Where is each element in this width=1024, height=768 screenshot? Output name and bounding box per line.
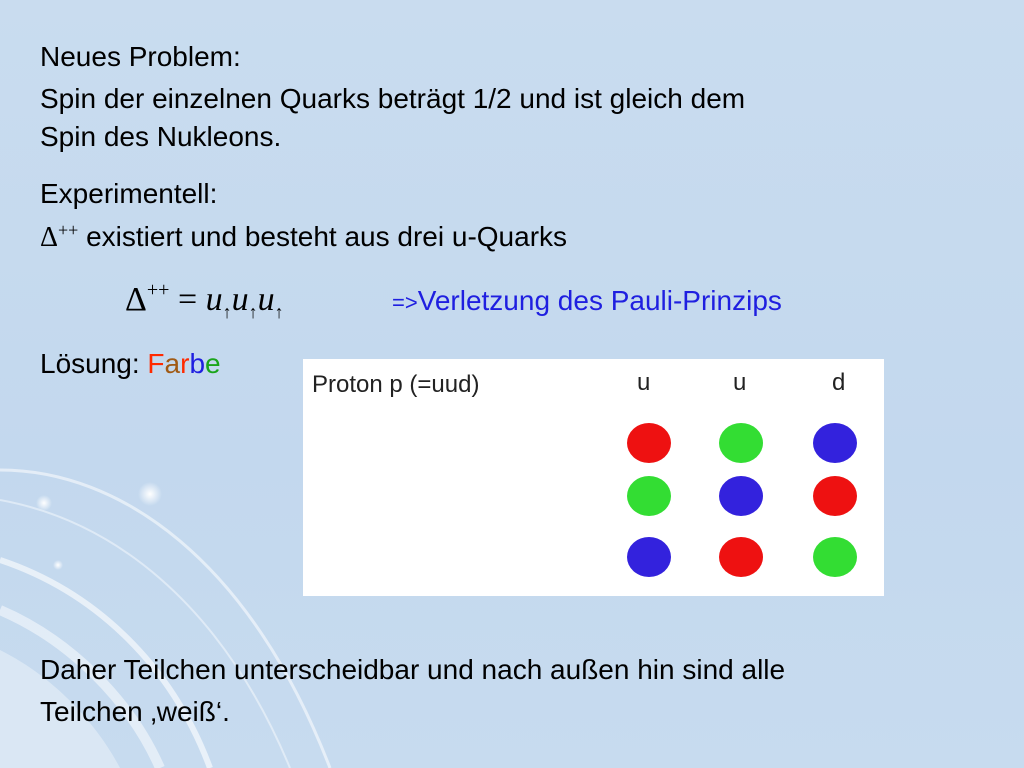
proton-color-figure [303,359,884,596]
quark-dot-red [719,537,763,577]
farbe-letter-a: a [164,348,181,379]
eq-arrow-2: ↑ [248,302,258,322]
eq-arrow-1: ↑ [222,302,232,322]
eq-charge: ++ [146,279,170,301]
quark-dot-blue [813,423,857,463]
text-spin-line2: Spin des Nukleons. [40,121,282,152]
eq-quark-3: u [257,281,275,318]
eq-quark-1: u [205,281,223,318]
column-label-u1: u [637,369,651,396]
eq-delta: Δ [125,281,147,318]
eq-quark-2: u [231,281,249,318]
delta-equation [125,280,284,324]
quark-dot-green [813,537,857,577]
text-spin-line1: Spin der einzelnen Quarks beträgt 1/2 und ist gleich dem [40,83,746,114]
solution-label: Lösung: [40,348,140,379]
eq-arrow-3: ↑ [274,302,284,322]
quark-dot-blue [719,476,763,516]
farbe-word [147,348,220,379]
eq-equals: = [177,281,198,318]
heading-experimental: Experimentell: [40,178,218,209]
farbe-letter-b: b [189,348,206,379]
column-label-d: d [832,369,846,396]
farbe-letter-r: r [180,348,190,379]
farbe-letter-e: e [205,348,221,379]
delta-symbol: Δ [40,222,59,253]
farbe-letter-f: F [147,348,165,379]
pauli-violation [392,282,782,321]
quark-dot-blue [627,537,671,577]
pauli-arrow: => [392,290,418,315]
delta-exists-text: existiert und besteht aus drei u-Quarks [86,221,568,252]
text-delta-exists [40,218,567,259]
quark-dot-green [719,423,763,463]
conclusion-line2: Teilchen ‚weiß‘. [40,696,230,727]
pauli-text: Verletzung des Pauli-Prinzips [417,285,782,316]
solution-line [40,345,221,382]
heading-new-problem: Neues Problem: [40,41,241,72]
quark-dot-red [813,476,857,516]
quark-dot-red [627,423,671,463]
column-label-u2: u [733,369,747,396]
quark-dot-green [627,476,671,516]
figure-title: Proton p (=uud) [312,371,480,398]
delta-charge: ++ [58,220,79,240]
conclusion-line1: Daher Teilchen unterscheidbar und nach außen hin sind alle [40,654,786,685]
